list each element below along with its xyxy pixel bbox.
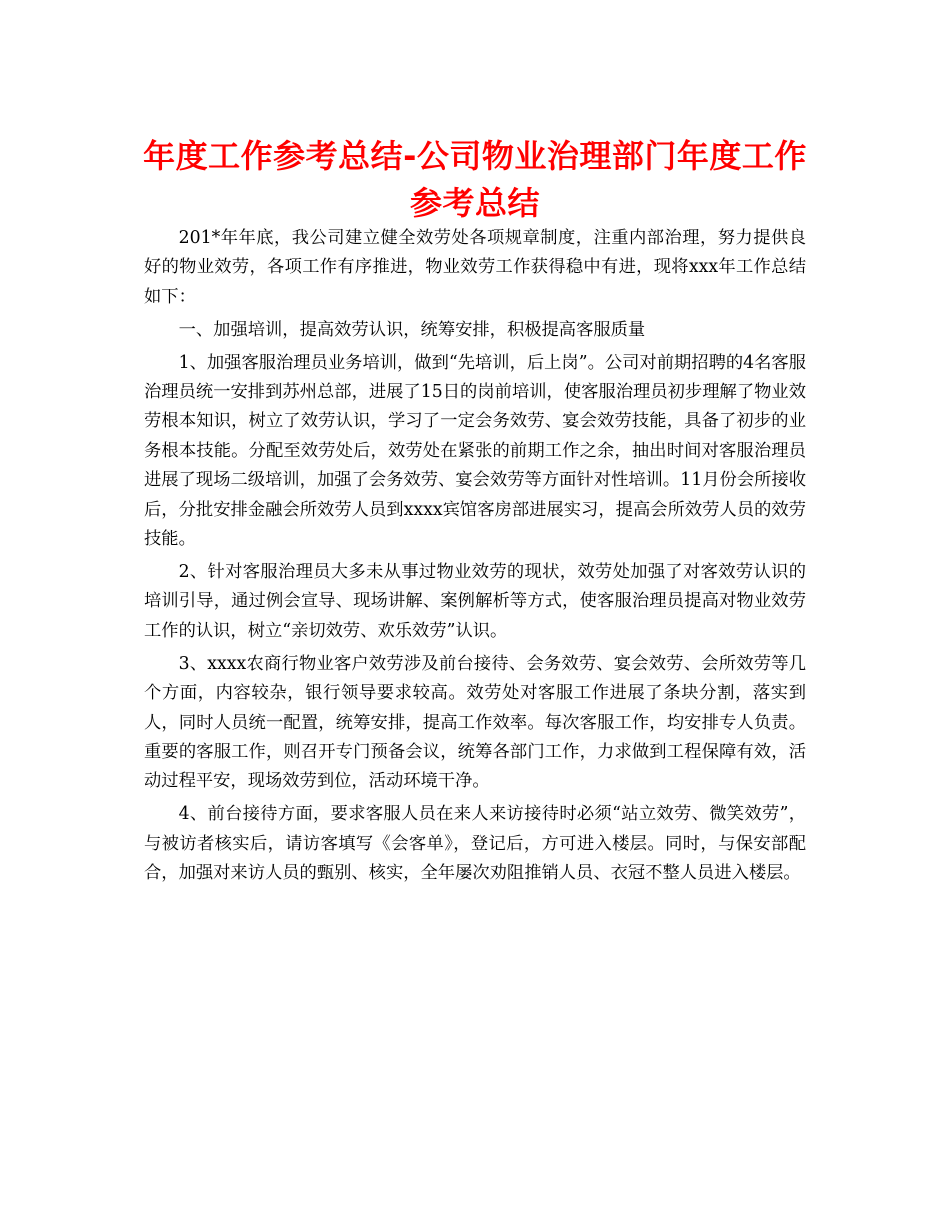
paragraph-intro: 201*年年底，我公司建立健全效劳处各项规章制度，注重内部治理，努力提供良好的物业效劳，各项工作有序推进，物业效劳工作获得稳中有进，现将xxx年工作总结如下： <box>144 228 806 307</box>
paragraph-item-2: 2、针对客服治理员大多未从事过物业效劳的现状，效劳处加强了对客效劳认识的培训引导，通过例会宣导、现场讲解、案例解析等方式，使客服治理员提高对物业效劳工作的认识，树立“亲切效劳、欢乐效劳”认识。 <box>144 561 806 641</box>
paragraph-item-1: 1、加强客服治理员业务培训，做到“先培训，后上岗”。公司对前期招聘的4名客服治理员统一安排到苏州总部，进展了15日的岗前培训，使客服治理员初步理解了物业效劳根本知识，树立了效劳认识，学习了一定会务效劳、宴会效劳技能，具备了初步的业务根本技能。分配至效劳处后，效劳处在紧张的前期工作之余，抽出时间对客服治理员进展了现场二级培训，加强了会务效劳、宴会效劳等方面针对性培训。11月份会所接收后，分批安排金融会所效劳人员到xxxx宾馆客房部进展实习，提高会所效劳人员的效劳技能。 <box>144 352 806 550</box>
section-heading-1: 一、加强培训，提高效劳认识，统筹安排，积极提高客服质量 <box>178 319 646 340</box>
document-title: 年度工作参考总结-公司物业治理部门年度工作参考总结 <box>143 137 807 222</box>
paragraph-item-4: 4、前台接待方面，要求客服人员在来人来访接待时必须“站立效劳、微笑效劳”，与被访者核实后，请访客填写《会客单》，登记后，方可进入楼层。同时，与保安部配合，加强对来访人员的甄别、核实，全年屡次劝阻推销人员、衣冠不整人员进入楼层。 <box>144 804 806 884</box>
document-body <box>144 224 806 892</box>
paragraph-item-3: 3、xxxx农商行物业客户效劳涉及前台接待、会务效劳、宴会效劳、会所效劳等几个方面，内容较杂，银行领导要求较高。效劳处对客服工作进展了条块分割，落实到人，同时人员统一配置，统筹安排，提高工作效率。每次客服工作，均安排专人负责。重要的客服工作，则召开专门预备会议，统筹各部门工作，力求做到工程保障有效，活动过程平安，现场效劳到位，活动环境干净。 <box>144 653 806 792</box>
